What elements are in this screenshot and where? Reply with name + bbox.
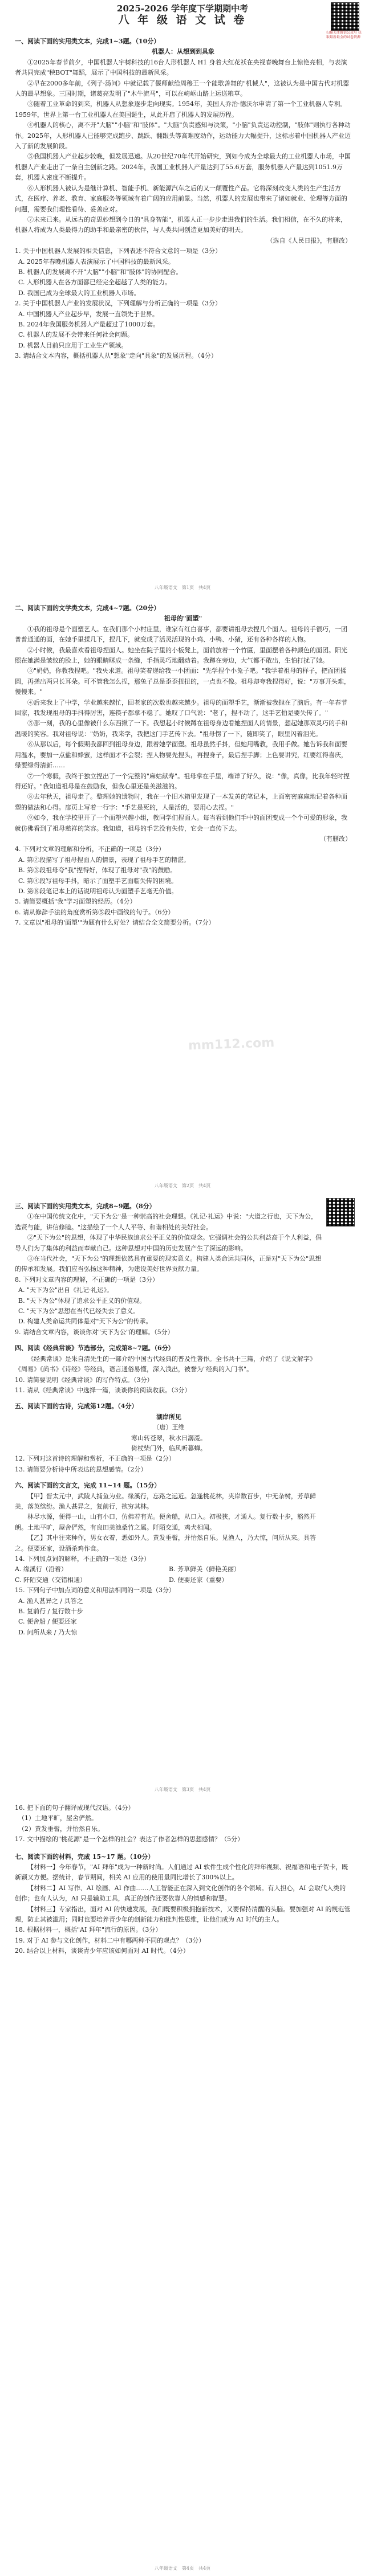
paragraph: ①我的祖母是个面塑艺人。在我们那个小村庄里，谁家有红白喜事，都要请祖母去捏几个面人。祖母的手很巧，一团普普通通的面，在她手里揉几下，捏几下，就变成了活灵活现的小鸡、小鸭、小猪，还有各种各样的人物。 [15, 625, 347, 644]
page-footer: 八年级语文 第3页 共4页 [154, 1786, 211, 1792]
paragraph: ⑦一个寒假，我终于独立捏出了一个完整的"麻姑献寿"。祖母拿在手里，端详了好久，说："像，真像，比我年轻时捏得还好。"我知道祖母是在鼓励我，但我心里还是美滋滋的。 [15, 772, 350, 790]
section-2 [15, 601, 351, 929]
poem-line: 寒山转苍翠，秋水日潺湲。 [131, 1434, 206, 1442]
qr-caption: 扫描关注微信公众号 获取最新最全的试卷资源 [326, 31, 362, 39]
option-row [15, 1564, 323, 1575]
poem-author: 〔唐〕王维 [153, 1424, 185, 1432]
paragraph: ④后来我上了中学，学业越来越忙，回老家的次数也越来越少。祖母的面塑手艺，渐渐被我抛在了脑后。有一年春节回家，我发现祖母的手抖得厉害，连筷子都拿不稳了。她叹了口气说："老了，捏不动了，这手艺怕是要失传了。" [15, 698, 347, 717]
paragraph: ⑨如今，我在学校里开了一个面塑兴趣小组，教同学们捏面人。每当看到他们手中的面团变成一个个可爱的形象，我就仿佛看到了祖母慈祥的笑容。我知道，祖母的手艺没有失传，它会一直传下去。 [15, 814, 347, 832]
question-17: 17. 文中描绘的"桃花源"是一个怎样的社会？表达了作者怎样的思想感情？（5分） [15, 1835, 244, 1843]
option: C. 机器人的发展不会带来任何社会问题。 [18, 331, 134, 339]
section-3-title: 三、阅读下面的实用类文本，完成8~9题。（8分） [15, 1203, 156, 1210]
option: A. 第②段描写了祖母捏面人的情景，表现了祖母手艺的精湛。 [18, 856, 190, 864]
option: B. "天下为公"体现了追求公平正义的价值观。 [18, 1297, 146, 1305]
section-6-title: 六、阅读下面的文言文，完成 11~14 题。（15分） [15, 1482, 161, 1490]
option: C. 人形机器人在各方面都已经完全超越了人类的能力。 [18, 279, 172, 287]
paragraph: ③随着工业革命的到来，机器人从想象逐步走向现实。1954年，美国人乔治·德沃尔申请了第一个工业机器人专利。1959年，世界上第一台工业机器人在美国诞生，从此开启了机器人的发展历程。 [15, 100, 347, 118]
section-5-title: 五、阅读下面的古诗，完成第12题。（4分） [15, 1403, 138, 1410]
exam-year-title: 2025-2026 学年度下学期期中考 [117, 3, 248, 14]
page-4 [0, 1797, 365, 2576]
option: A. 中国机器人产业起步早，发展一直领先于世界。 [18, 310, 159, 318]
question-18: 18. 根据材料一，概括"AI 拜年"流行的原因。（3分） [15, 1926, 162, 1934]
page-1 [0, 0, 365, 595]
paragraph: ⑧去年秋天，祖母走了。整理她的遗物时，我在一个旧木箱里发现了一本发黄的笔记本，上面密密麻麻地记着各种面塑的做法和心得。扉页上写着一行字："手艺是死的，人是活的，要用心去捏。" [15, 793, 347, 811]
paragraph: 【甲】晋太元中，武陵人捕鱼为业。缘溪行，忘路之远近。忽逢桃花林，夹岸数百步，中无杂树，芳草鲜美，落英缤纷。渔人甚异之，复前行，欲穷其林。 [15, 1492, 316, 1510]
section-1 [15, 34, 351, 362]
option: C. 第④段写祖母手抖，暗示了面塑手艺面临失传的困境。 [18, 877, 178, 885]
section-7 [15, 1803, 351, 1957]
paragraph: 【乙】其中往来种作，男女衣着，悉如外人。黄发垂髫，并怡然自乐。见渔人，乃大惊，问所从来。具答之。便要还家，设酒杀鸡作食。 [15, 1534, 316, 1552]
paragraph: 《经典常谈》是朱自清先生的一部介绍中国古代经典的普及性著作。全书共十三篇，介绍了《说文解字》《周易》《尚书》《诗经》等经典，语言通俗易懂，深入浅出，被誉为"经典的入门书"。 [15, 1355, 316, 1373]
qr-code-icon [331, 2, 359, 31]
section-2-title: 二、阅读下面的文学类文本，完成4~7题。（20分） [15, 604, 160, 612]
translation-item: （2）黄发垂髫，并怡然自乐。 [18, 1825, 104, 1833]
question-5: 5. 请简要概括"我"学习面塑的经历。（4分） [15, 898, 136, 906]
option: B. 芳草鲜美（鲜艳美丽） [169, 1565, 241, 1573]
section-3 [15, 1199, 323, 1638]
option: B. 第③段祖母夸"我"捏得好，体现了祖母对"我"的鼓励。 [18, 866, 177, 874]
option: C. "天下为公"思想在当代已经失去了意义。 [18, 1307, 140, 1315]
paragraph: ④机器人的核心，离不开"大脑""小脑"和"肢体"。"大脑"负责感知与决策，"小脑"负责运动控制，"肢体"则执行各种动作。2025年，人形机器人已能够完成跑步、跳跃、翻跟头等高难度动作，运动能力大幅提升，这标志着中国机器人产业迈入了新的发展阶段。 [15, 121, 351, 150]
question-1: 1. 关于中国机器人发展的相关信息，下列表述不符合文意的一项是（3分） [15, 247, 221, 255]
option: B. 机器人的发展离不开"大脑""小脑"和"肢体"的协同配合。 [18, 268, 182, 276]
paragraph: ⑥从那以后，每个假期我都回到祖母身边，跟着她学面塑。祖母虽然手抖，但她用嘴教，我用手做。她告诉我和面要用温水，要加一点盐和蜂蜜，这样面才不会裂；捏人物要先捏头，再捏身子，最后捏手脚；上色要讲究，红要红得喜庆，绿要绿得清新…… [15, 741, 347, 770]
option: D. 便要还家（重要） [169, 1576, 228, 1584]
section-7-title: 七、阅读下面的材料，完成 15~17 题。（10分） [15, 1853, 155, 1861]
source-note: （选自《人民日报》，有删改） [266, 236, 351, 244]
poem-line: 倚杖柴门外，临风听暮蝉。 [131, 1444, 206, 1452]
paragraph: ②"天下为公"的思想，体现了中华民族追求公平正义的价值观念。它强调社会的公共利益高于个人利益，倡导人们为了集体的利益而奉献自己。这种思想对中国的历史发展产生了深远的影响。 [15, 1234, 322, 1252]
option-row [15, 1575, 323, 1585]
option: A. 2025年春晚机器人表演展示了中国科技的最新风采。 [18, 257, 175, 265]
poem-title: 湖岸所见 [156, 1413, 181, 1421]
option: D. 第⑧段笔记本上的话说明祖母认为面塑手艺毫无价值。 [18, 887, 178, 895]
source-note: （有删改） [320, 835, 351, 843]
question-3: 3. 请结合文本内容，概括机器人从"想象"走向"具象"的发展历程。（4分） [15, 352, 217, 360]
section-2-article-title: 祖母的"面塑" [164, 615, 202, 623]
paragraph: ②小时候，我最喜欢看祖母捏面人。她坐在院子里的小板凳上，面前放着一个竹匾，里面摆着各种颜色的面团。阳光照在她满是皱纹的脸上，她的眼睛眯成一条缝，手指灵巧地翻动着。我蹲在旁边，大气都不敢出，生怕打扰了她。 [15, 646, 347, 665]
option: B. 复前行 / 复行数十步 [18, 1608, 83, 1616]
page-2 [0, 595, 365, 1193]
option: A. "天下为公"出自《礼记·礼运》。 [18, 1286, 113, 1294]
paragraph: ①在中国传统文化中，"天下为公"是一种崇高的社会理想。《礼记·礼运》中说："大道之行也，天下为公，选贤与能，讲信修睦。"这描绘了一个人人平等、和谐相处的美好社会。 [15, 1213, 318, 1231]
paragraph: ⑥人形机器人被认为是继计算机、智能手机、新能源汽车之后的又一颠覆性产品。它将深刻改变人类的生产生活方式，在医疗、养老、教育、家庭服务等领域有着广阔的应用前景。当然，机器人的发展也带来了诸如就业、伦理等方面的问题，需要我们理性看待、妥善应对。 [15, 184, 347, 213]
page-footer: 八年级语文 第4页 共4页 [154, 2565, 211, 2571]
translation-item: （1）土地平旷，屋舍俨然。 [18, 1814, 98, 1822]
question-13: 13. 请简要分析诗中所表达的思想感情。（2分） [15, 1465, 147, 1473]
page-3 [0, 1193, 365, 1797]
question-20: 20. 结合以上材料，谈谈青少年应该如何面对 AI 时代。（4分） [15, 1947, 189, 1955]
paragraph: ⑤那一刻，我的心里像被什么东西揪了一下。我想起小时候蹲在祖母身边看她捏面人的情景，想起她那双灵巧的手和温暖的笑容。我对祖母说："奶奶，我来学，我把这门手艺传下去。"祖母愣了一下，随即笑了，眼里闪着泪光。 [15, 719, 347, 738]
section-1-article-title: 机器人：从想到到具象 [152, 48, 214, 56]
question-2: 2. 关于中国机器人产业的发展状况，下列理解与分析正确的一项是（3分） [15, 300, 221, 308]
exam-grade-title: 八 年 级 语 文 试 卷 [118, 14, 247, 26]
question-11: 11. 请从《经典常谈》中选择一篇，谈谈你的阅读收获。（3分） [15, 1386, 191, 1394]
paragraph: ③"奶奶，你教我捏吧。"我央求道。祖母笑着递给我一小团面："先学捏个小兔子吧。"我学着祖母的样子，把面团揉圆，再搓出两只长耳朵。可不管我怎么捏，那兔子总是歪歪扭扭的，一点也不像。祖母却夸我捏得好，说："万事开头难，慢慢来。" [15, 667, 351, 696]
option: D. 机器人目前只应用于工业生产领域。 [18, 341, 128, 349]
paragraph: 林尽水源，便得一山，山有小口，仿佛若有光。便舍船，从口入。初极狭，才通人。复行数十步，豁然开朗。土地平旷，屋舍俨然，有良田美池桑竹之属。阡陌交通，鸡犬相闻。 [15, 1513, 316, 1531]
paragraph: 【材料一】今年春节，"AI 拜年"成为一种新时尚。人们通过 AI 软件生成个性化的拜年视频、祝福语和电子贺卡，既新颖又方便。据统计，春节期间，相关 AI 应用的使用量同比增长了300%以上。 [15, 1863, 348, 1882]
question-8: 8. 下列对文章内容的理解，不正确的一项是（3分） [15, 1275, 159, 1283]
option: A. 渔人甚异之 / 具答之 [18, 1597, 83, 1605]
question-10: 10. 请简要说明《经典常谈》的写作特点。（3分） [15, 1376, 153, 1384]
question-19: 19. 对于 AI 参与文化创作，材料二中有哪两种不同的观点？（3分） [15, 1936, 205, 1944]
qr-code-icon [326, 1198, 355, 1226]
question-14: 14. 下列加点词的解释，不正确的一项是（3分） [15, 1555, 150, 1563]
question-15: 15. 下列句子中加点词的意义和用法相同的一项是（3分） [15, 1587, 175, 1594]
page-footer: 八年级语文 第1页 共4页 [154, 584, 211, 590]
section-4-title: 四、阅读《经典常谈》节选部分，完成第8~7题。（6分） [15, 1344, 175, 1352]
option: D. 构建人类命运共同体是对"天下为公"的传承。 [18, 1318, 152, 1326]
paragraph: ⑤我国机器人产业起步较晚，但发展迅速。从20世纪70年代开始研究，到如今成为全球最大的工业机器人市场，中国机器人产业走出了一条自主创新之路。2024年，我国工业机器人产量达到了55.6万套，服务机器人产量达到1051.9万套，机器人密度不断提升。 [15, 153, 351, 182]
question-4: 4. 下列对文章的理解和分析，不正确的一项是（3分） [15, 845, 165, 853]
option: A. 缘溪行（沿着） [15, 1565, 67, 1573]
paragraph: ②早在2000多年前，《列子·汤问》中就记载了偃师献给周穆王一个能歌善舞的"机械人"，这被认为是中国古代对机器人的最早想象。三国时期，诸葛亮发明了"木牛流马"，可以在崎岖山路上运送粮草。 [15, 79, 350, 98]
option: B. 2024年我国服务机器人产量超过了1000万套。 [18, 320, 160, 328]
option: D. 问所从来 / 乃大惊 [18, 1628, 78, 1636]
question-9: 9. 请结合文章内容，谈谈你对"天下为公"的理解。（5分） [15, 1328, 174, 1336]
option: C. 便舍船 / 便要还家 [18, 1618, 77, 1626]
question-7: 7. 文章以"祖母的'面塑'"为题有什么好处？请结合全文简要分析。（7分） [15, 919, 215, 927]
paragraph: 【材料二】AI 写作、AI 绘画、AI 作曲……人工智能正在深入到文化创作的各个领域。有人担心，AI 会取代人类的创作；也有人认为，AI 只是辅助工具，真正的创作还要依靠人的情感和智慧。 [15, 1884, 346, 1903]
section-1-title: 一、阅读下面的实用类文本，完成1~3题。（10分） [15, 38, 160, 45]
question-12: 12. 下列对这首诗的理解和赏析，不正确的一项是（2分） [15, 1455, 175, 1463]
paragraph: ①2025年春节前夕，中国机器人宇树科技的16台人形机器人 H1 身着大红花袄在央视春晚舞台上惊艳亮相，与表演者共同完成"秧BOT"舞蹈，展示了中国科技的最新风采。 [15, 58, 347, 77]
paragraph: ③在当代社会，"天下为公"的理想依然具有重要的现实意义。构建人类命运共同体，正是对"天下为公"思想的传承和发展。我们应当弘扬这种精神，为建设美好世界贡献力量。 [15, 1255, 322, 1273]
paragraph: 【材料三】专家指出，面对 AI 的快速发展，我们既要积极拥抱新技术，又要保持清醒的头脑。要加强对 AI 的规范管理，防止其被滥用；同时也要培养青少年的创新能力和批判性思维，让他们成为 AI 时代的主人。 [15, 1905, 351, 1924]
question-16: 16. 把下面的句子翻译成现代汉语。（4分） [15, 1804, 135, 1812]
paragraph: ⑦未来已来。从远古的奇思妙想到今日的"具身智能"，机器人正一步步走进我们的生活。我们相信，在不久的将来，机器人将成为人类最得力的助手和最亲密的伙伴，与人类共同创造更加美好的明天。 [15, 215, 347, 234]
question-6: 6. 请从修辞手法的角度赏析第⑤段中画线的句子。（6分） [15, 908, 175, 916]
option: D. 我国已成为全球最大的工业机器人市场。 [18, 289, 140, 297]
option: C. 阡陌交通（交错相通） [15, 1576, 87, 1584]
watermark-text: mm112.com [188, 1036, 275, 1053]
page-footer: 八年级语文 第2页 共4页 [154, 1183, 211, 1188]
